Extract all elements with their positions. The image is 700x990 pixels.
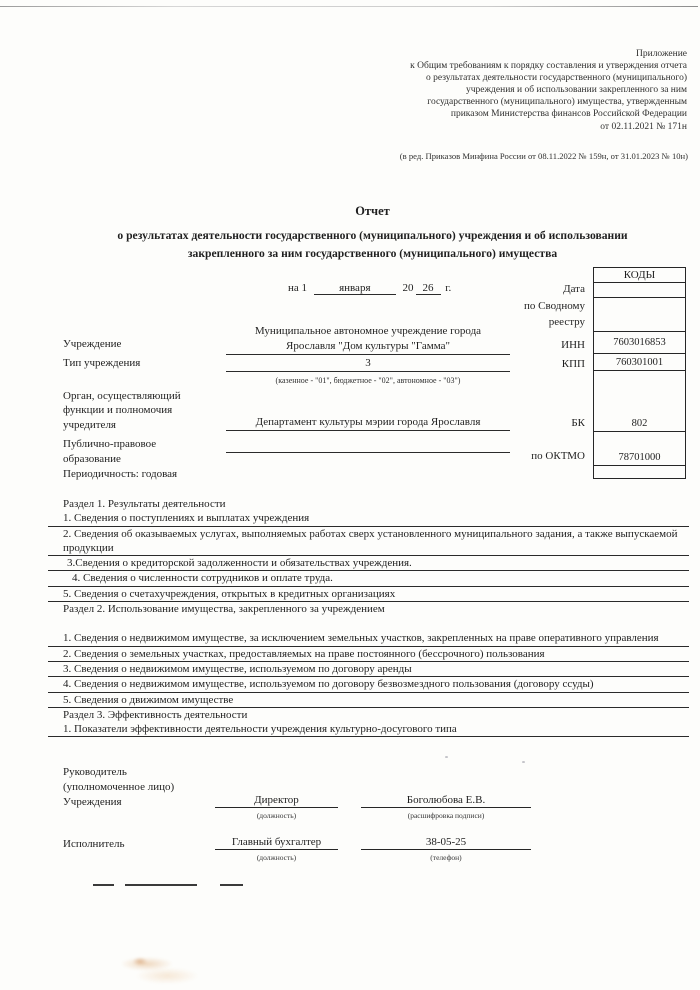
head-position-caption: (должность) [256,811,297,820]
appendix-line: учреждения и об использовании закрепленного за ним [466,85,687,96]
oktmo-value-cell: 78701000 [594,431,685,465]
institution-value-line: Муниципальное автономное учреждение города [254,325,482,337]
institution-label: Учреждение [63,338,122,350]
kpp-value-cell: 760301001 [594,353,685,370]
bk-value-cell: 802 [594,370,685,431]
blank-line-segment [125,884,197,886]
head-name-field: Боголюбова Е.В. [361,794,531,808]
public-entity-label-line: образование [63,453,121,465]
section-item: 4. Сведения о численности сотрудников и оплате труда. [48,571,689,586]
section-item: 2. Сведения об оказываемых услугах, выполняемых работах сверх установленного муниципального задания, а также выпускаемой продукции [48,527,689,557]
periodicity-label: Периодичность: годовая [63,468,178,480]
section-heading: Раздел 3. Эффективность деятельности [63,708,248,721]
founder-value-field: Департамент культуры мэрии города Ярославля [226,416,510,431]
section-item: 1. Сведения о недвижимом имуществе, за исключением земельных участков, закрепленных на праве оперативного управления [48,631,689,646]
bk-label: БК [571,417,585,429]
date-prefix: на 1 [288,282,308,294]
registry-code-cell [594,297,685,331]
date-month-field: января [314,282,396,295]
report-date-line [288,282,451,295]
executor-position-caption: (должность) [256,853,297,862]
inn-value-cell: 7603016853 [594,331,685,353]
appendix-line: государственного (муниципального) имущества, утвержденным [427,97,687,108]
executor-label: Исполнитель [63,838,125,850]
registry-code-label-line: реестру [548,316,585,328]
stamp-smudge [122,952,204,986]
oktmo-label: по ОКТМО [531,450,585,462]
date-century: 20 [402,282,414,294]
founder-label-line: Орган, осуществляющий [63,390,181,402]
kpp-label: КПП [561,358,585,370]
executor-phone-field: 38-05-25 [361,836,531,850]
codes-table [593,267,686,479]
appendix-note [257,48,687,133]
section-item: 5. Сведения о счетахучреждения, открытых в кредитных организациях [48,587,689,602]
codes-header-cell: КОДЫ [623,269,656,281]
date-suffix: г. [445,282,452,294]
empty-code-cell [594,465,685,478]
inn-label: ИНН [561,339,585,351]
institution-value-line: Ярославля "Дом культуры "Гамма" [286,339,450,352]
section-item: 3. Сведения о недвижимом имуществе, используемом по договору аренды [48,662,689,677]
section-item: 1. Показатели эффективности деятельности учреждения культурно-досугового типа [48,722,689,737]
registry-code-label-line: по Сводному [523,300,585,312]
report-title: Отчет [355,204,390,218]
report-subtitle [45,227,700,263]
section-item: 5. Сведения о движимом имуществе [48,693,689,708]
head-label-line: (уполномоченное лицо) [63,781,175,793]
report-subtitle-line: закрепленного за ним государственного (муниципального) имущества [187,247,558,260]
scan-edge-line [0,6,698,7]
executor-position-field: Главный бухгалтер [215,836,338,850]
section-item: 3.Сведения о кредиторской задолженности и обязательствах учреждения. [48,556,689,571]
scan-speck [522,761,525,763]
founder-label-line: функции и полномочия [63,404,173,416]
blank-line-segment [220,884,243,886]
appendix-line: Приложение [636,49,687,59]
section-item: 2. Сведения о земельных участках, предоставляемых на праве постоянного (бессрочного) пользования [48,647,689,662]
date-year-field: 26 [416,282,441,295]
public-entity-label-line: Публично-правовое [63,438,157,450]
appendix-line: приказом Министерства финансов Российской Федерации [450,109,687,120]
scan-speck [445,756,448,758]
blank-line-segment [93,884,114,886]
date-code-label: Дата [563,283,585,295]
sections-list [48,497,689,737]
amendment-note: (в ред. Приказов Минфина России от 08.11.2022 № 159н, от 31.01.2023 № 10н) [399,151,688,161]
section-heading: Раздел 2. Использование имущества, закрепленного за учреждением [63,603,385,616]
appendix-line: от 02.11.2021 № 171н [600,121,687,132]
head-name-caption: (расшифровка подписи) [407,811,485,820]
institution-type-value-field: 3 [226,357,510,372]
date-code-cell [594,282,685,297]
section-heading: Раздел 1. Результаты деятельности [63,498,226,510]
founder-label-line: учредителя [63,419,116,431]
head-position-field: Директор [215,794,338,808]
head-label-line: Учреждения [63,796,122,808]
head-label-line: Руководитель [63,766,127,778]
institution-type-label: Тип учреждения [63,357,141,369]
appendix-line: о результатах деятельности государственного (муниципального) [426,73,687,84]
report-subtitle-line: о результатах деятельности государственного (муниципального) учреждения и об использовании [117,229,628,242]
appendix-line: к Общим требованиям к порядку составления и утверждения отчета [410,61,687,72]
institution-type-hint: (казенное - "01", бюджетное - "02", автономное - "03") [275,376,461,385]
executor-phone-caption: (телефон) [430,853,462,862]
section-item: 4. Сведения о недвижимом имуществе, используемом по договору безвозмездного пользования (договору ссуды) [48,677,689,692]
report-title-block [45,204,700,263]
section-item: 1. Сведения о поступлениях и выплатах учреждения [48,511,689,526]
